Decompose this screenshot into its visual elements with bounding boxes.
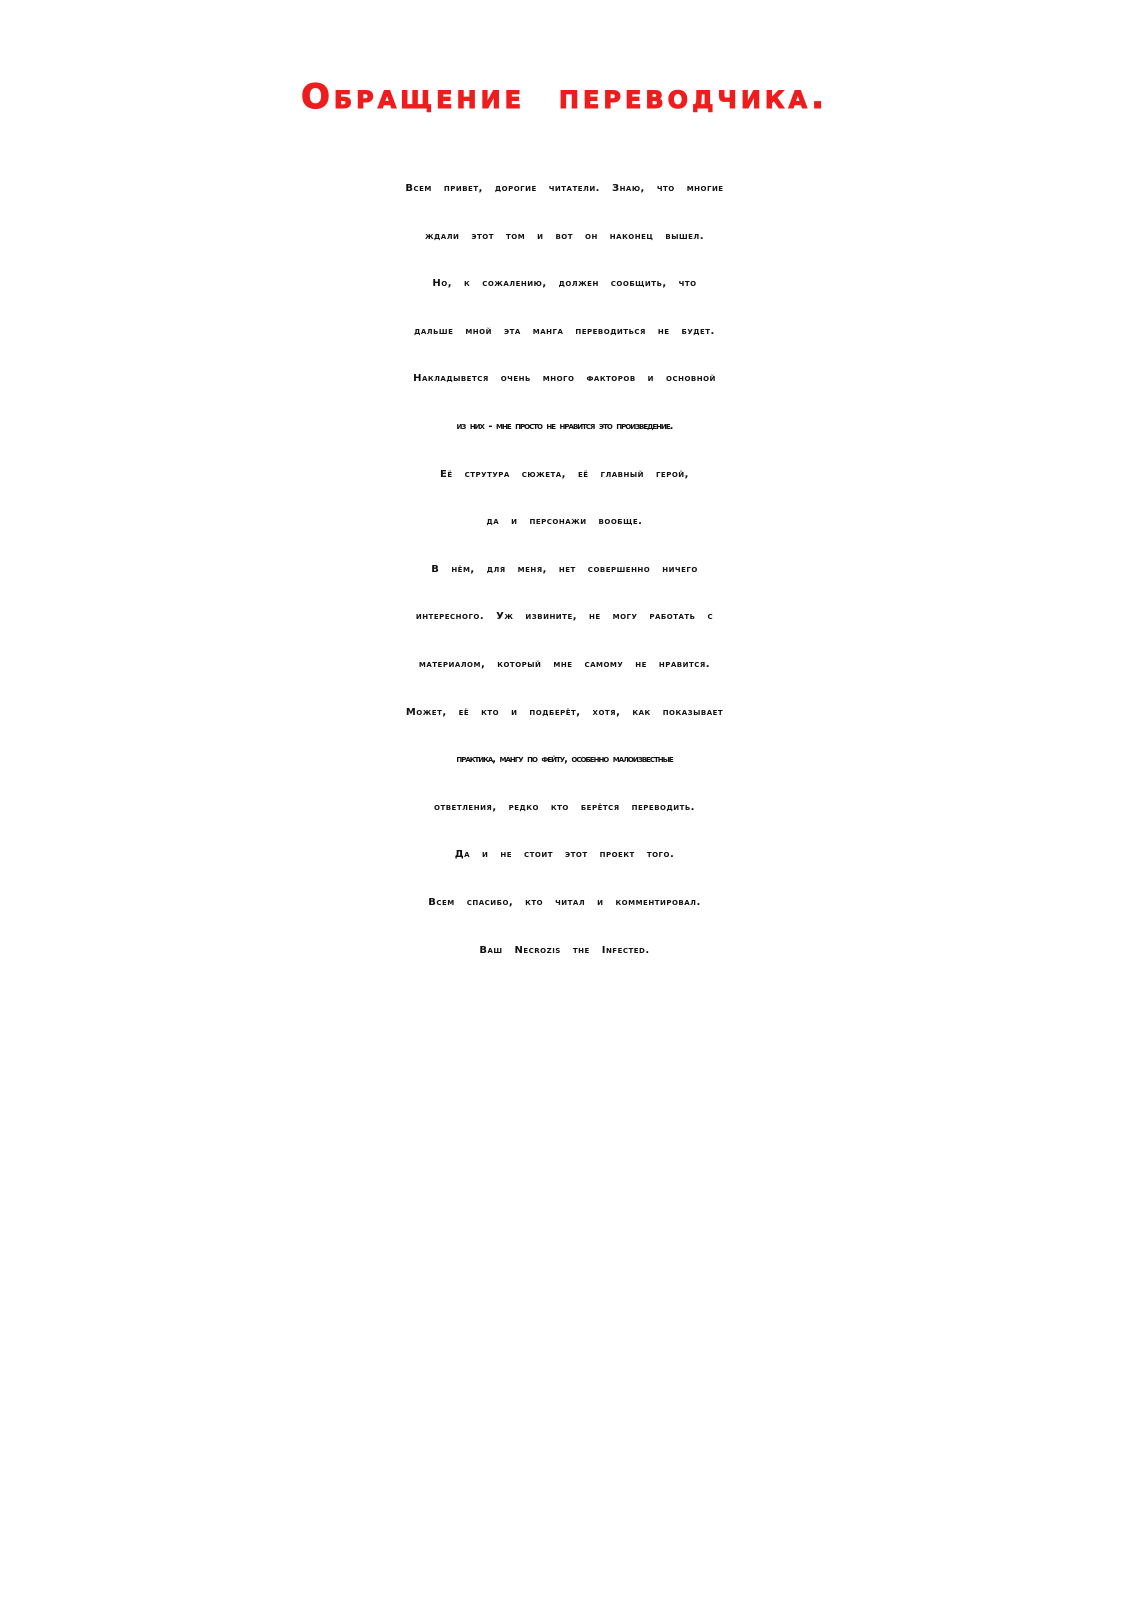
message-line: Всем спасибо, кто читал и комментировал. [428, 896, 701, 908]
message-line: практика, мангу по фейту, особенно малоизвестные [456, 754, 673, 766]
message-line: интересного. Уж извините, не могу работать с [415, 611, 714, 623]
message-line: Её струтура сюжета, её главный герой, [440, 468, 689, 480]
message-line: Да и не стоит этот проект того. [454, 849, 675, 861]
message-line: Может, её кто и подберёт, хотя, как показывает [405, 706, 724, 718]
message-line: Накладывется очень много факторов и основной [413, 373, 716, 385]
message-line: ждали этот том и вот он наконец вышел. [424, 230, 705, 242]
message-line: дальше мной эта манга переводиться не будет. [414, 325, 715, 337]
message-line: материалом, который мне самому не нравится. [418, 658, 711, 670]
message-line: В нём, для меня, нет совершенно ничего [431, 563, 698, 575]
translator-message [0, 165, 1129, 974]
message-line: Всем привет, дорогие читатели. Знаю, что многие [405, 183, 724, 194]
signature: Ваш Necrozis the Infected. [479, 944, 650, 956]
page-title: Обращение переводчика. [300, 77, 829, 117]
message-line: ответления, редко кто берётся переводить. [434, 801, 695, 813]
message-line: Но, к сожалению, должен сообщить, что [432, 278, 697, 290]
message-line: да и персонажи вообще. [486, 516, 643, 528]
message-line: из них - мне просто не нравится это произведение. [456, 420, 673, 432]
